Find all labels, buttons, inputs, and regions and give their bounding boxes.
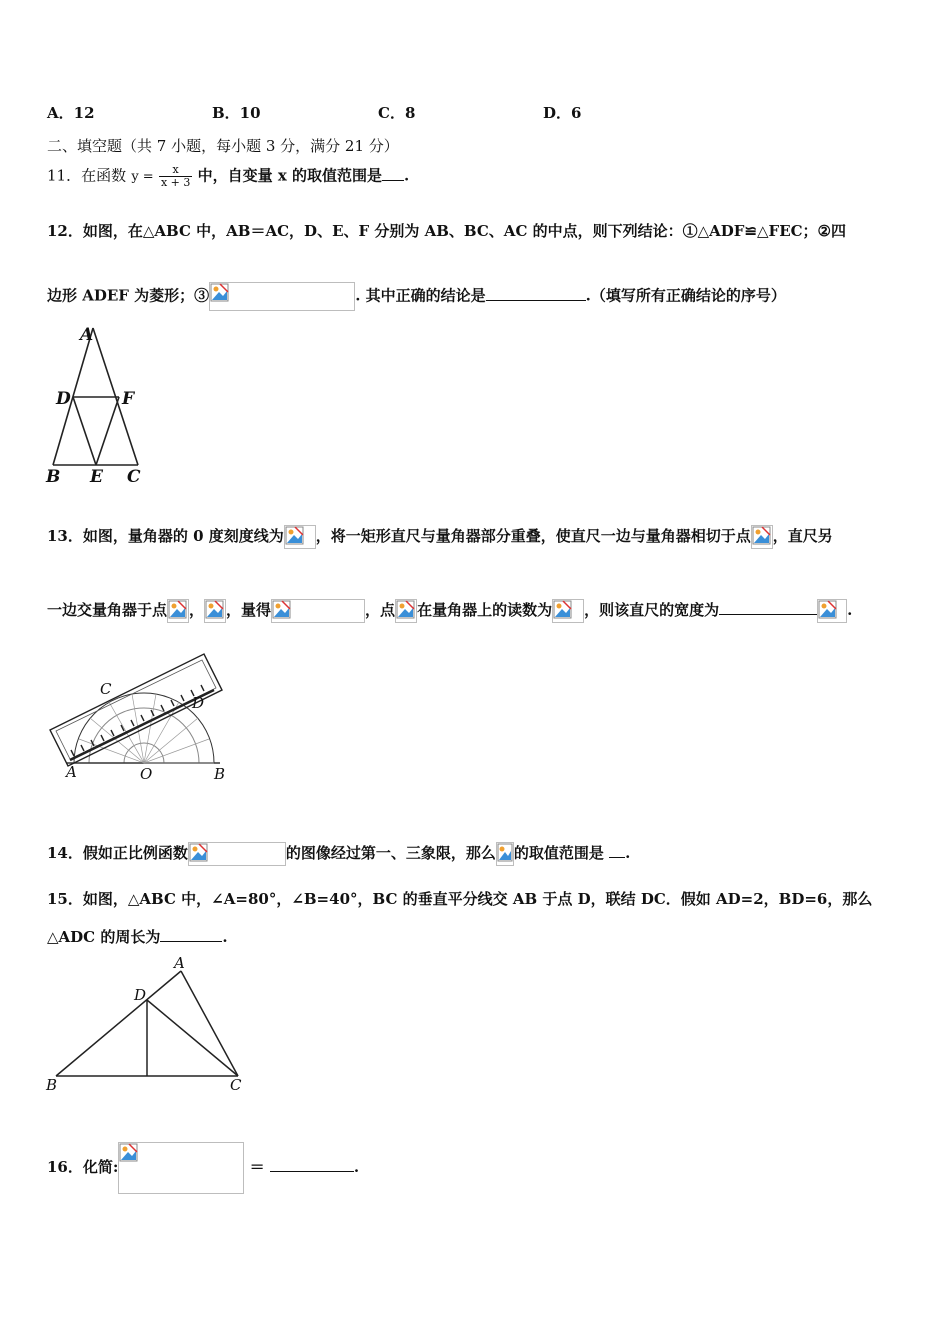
q11-y: y = (131, 169, 154, 185)
broken-image-icon (817, 599, 847, 623)
q13-line2 (47, 599, 852, 623)
q13-line2-e: 在量角器上的读数为 (417, 601, 553, 619)
segment-fe (96, 397, 119, 465)
question-14 (47, 842, 630, 866)
label-f: F (122, 389, 135, 409)
q13-line2-a: 一边交量角器于点 (47, 601, 168, 619)
label-c: C (127, 467, 141, 487)
q14-suffix: 的取值范围是 (513, 844, 604, 862)
protractor-inner-arc (89, 708, 199, 763)
option-a: A．12 (47, 104, 95, 122)
broken-image-icon (188, 842, 286, 866)
label-c: C (230, 1076, 242, 1094)
broken-image-icon (751, 525, 773, 549)
q12-line2-suffix: .（填写所有正确结论的序号） (585, 286, 786, 305)
label-o: O (140, 765, 153, 783)
label-a: A (80, 325, 94, 345)
q15-line2-suffix: . (222, 928, 228, 946)
q12-line2-mid: . 其中正确的结论是 (355, 286, 486, 305)
q13-line2-d: ，点 (365, 601, 396, 619)
label-d: D (56, 389, 71, 409)
broken-image-icon (209, 282, 355, 311)
q11-answer-blank (382, 166, 404, 181)
broken-image-icon (271, 599, 365, 623)
q13-protractor-figure (44, 648, 234, 786)
q16-equals: ＝ (249, 1158, 265, 1176)
q12-line1: 12．如图，在△ABC 中，AB＝AC，D、E、F 分别为 AB、BC、AC 的中点，则下列结论：①△ADF≌△FEC；②四 (47, 222, 847, 240)
segment-dc (147, 1000, 238, 1076)
q16-answer-blank (270, 1157, 354, 1172)
broken-image-icon (167, 599, 189, 623)
label-b: B (46, 1076, 58, 1094)
label-c: C (100, 680, 112, 698)
broken-image-icon (284, 525, 316, 549)
q13-answer-blank (719, 600, 817, 615)
q15-answer-blank (160, 927, 222, 942)
q13-line2-f: ，则该直尺的宽度为 (584, 601, 720, 619)
q15-line2 (47, 927, 228, 947)
q11-prefix: 11．在函数 (47, 166, 127, 185)
q15-triangle-figure (42, 952, 248, 1094)
option-c: C．8 (378, 104, 416, 122)
q14-mid: 的图像经过第一、三象限，那么 (285, 844, 496, 862)
q13-line1-c: ，直尺另 (772, 527, 833, 545)
protractor-center-arc (124, 743, 164, 763)
side-ac (181, 971, 238, 1076)
q14-prefix: 14．假如正比例函数 (47, 844, 188, 862)
label-d: D (134, 986, 147, 1004)
option-b: B．10 (212, 104, 261, 122)
q12-answer-blank (486, 286, 586, 301)
q16-prefix: 16．化简: (47, 1158, 119, 1176)
option-d: D．6 (543, 104, 582, 122)
broken-image-icon (496, 842, 514, 866)
q12-line2-prefix: 边形 ADEF 为菱形；③ (47, 286, 210, 305)
section-heading: 二、填空题（共 7 小题，每小题 3 分，满分 21 分） (47, 137, 399, 155)
side-ba (56, 971, 181, 1076)
label-a: A (174, 954, 185, 972)
q16-end: . (353, 1158, 360, 1176)
q11-denominator: x + 3 (160, 176, 191, 189)
label-b: B (46, 467, 61, 487)
q11-suffix: 中，自变量 x 的取值范围是 (197, 166, 382, 185)
q11-fraction (159, 164, 192, 189)
broken-image-icon (204, 599, 226, 623)
q14-end: . (625, 844, 631, 862)
q13-line2-c: ，量得 (226, 601, 272, 619)
q11-end: . (403, 166, 410, 185)
broken-image-icon (118, 1142, 244, 1194)
q15-line2-prefix: △ADC 的周长为 (47, 928, 161, 946)
ruler-ticks (71, 685, 204, 756)
q13-line1-b: ，将一矩形直尺与量角器部分重叠，使直尺一边与量角器相切于点 (315, 527, 751, 545)
q12-line2 (47, 282, 786, 311)
label-e: E (90, 467, 103, 487)
q14-answer-blank (609, 843, 625, 858)
q13-line1 (47, 525, 833, 549)
label-d: D (192, 694, 205, 712)
q13-line1-a: 13．如图，量角器的 0 度刻度线为 (47, 527, 284, 545)
q13-line2-b: ， (189, 601, 205, 619)
question-11 (47, 164, 409, 189)
broken-image-icon (552, 599, 584, 623)
question-16 (47, 1142, 359, 1194)
q11-numerator: x (159, 164, 192, 177)
label-a: A (66, 763, 77, 781)
q15-line1: 15．如图，△ABC 中，∠A=80°，∠B=40°，BC 的垂直平分线交 AB 于点 D，联结 DC．假如 AD=2，BD=6，那么 (47, 890, 873, 908)
q13-line2-g: . (847, 601, 853, 619)
label-b: B (214, 765, 226, 783)
broken-image-icon (395, 599, 417, 623)
q12-triangle-figure (44, 322, 150, 488)
segment-de (73, 397, 96, 465)
